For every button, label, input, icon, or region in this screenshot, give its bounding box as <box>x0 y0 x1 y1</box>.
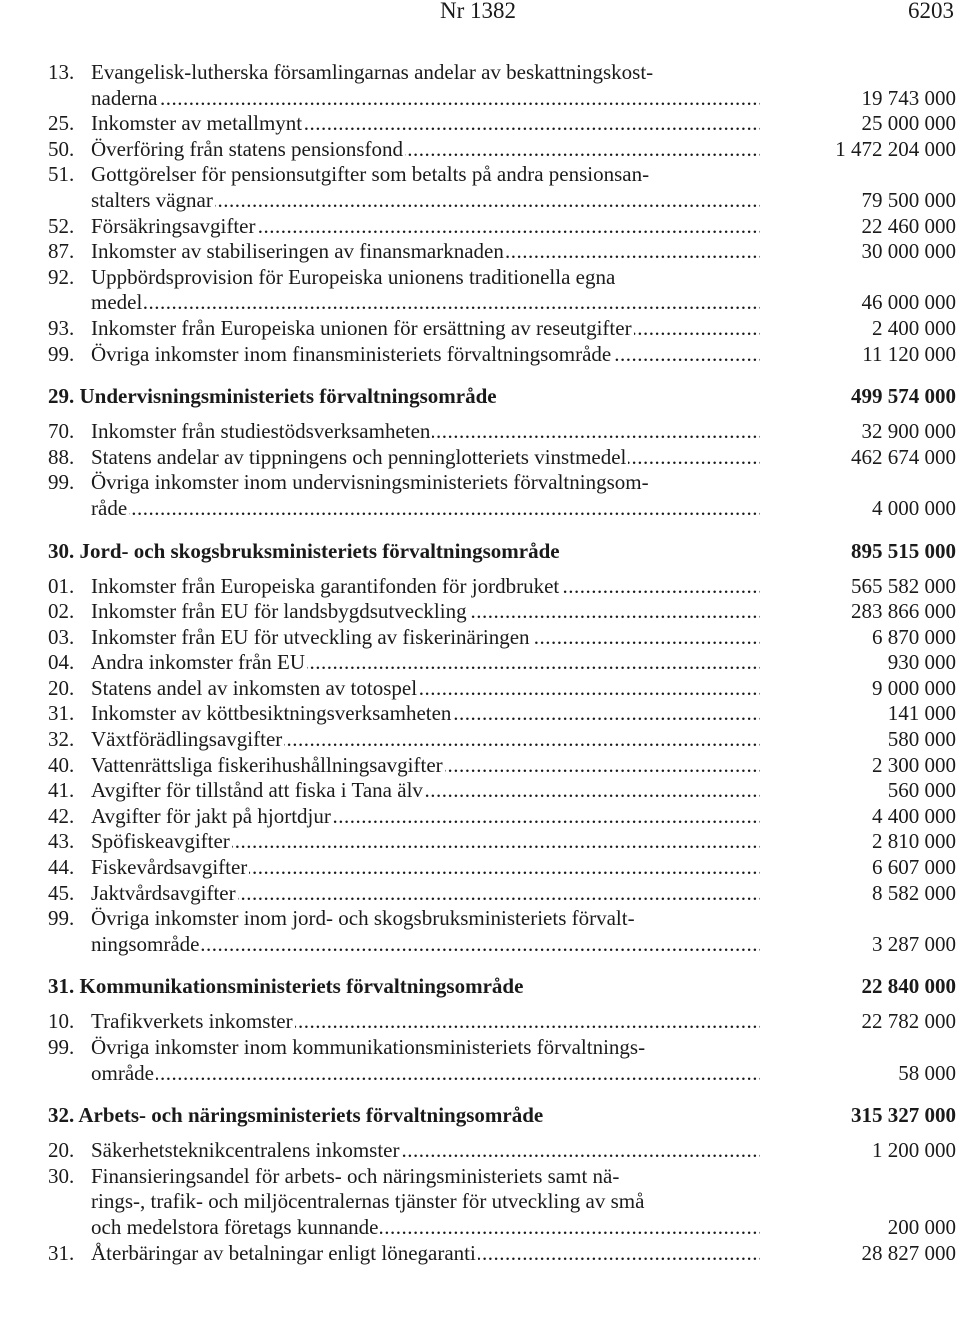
table-row <box>48 881 956 907</box>
row-line <box>48 496 956 522</box>
item-text <box>91 804 760 830</box>
row-line <box>48 470 956 496</box>
row-line <box>48 881 956 907</box>
table-row <box>48 111 956 137</box>
item-text <box>91 599 760 625</box>
item-text <box>91 906 760 932</box>
item-label: Inkomster av köttbesiktningsverksamheten <box>91 701 452 726</box>
row-line <box>48 1164 956 1190</box>
item-number: 02. <box>48 599 75 624</box>
item-number: 31. <box>48 701 75 726</box>
item-text <box>91 701 760 727</box>
row-line <box>48 574 956 600</box>
table-row <box>48 1035 956 1086</box>
row-line <box>48 111 956 137</box>
item-label: Återbäringar av betalningar enligt lönegaranti <box>91 1240 476 1265</box>
item-label: Vattenrättsliga fiskerihushållningsavgifter <box>91 752 443 777</box>
item-label: Spöfiskeavgifter <box>91 829 230 854</box>
item-amount: 1 472 204 000 <box>835 136 956 161</box>
row-line <box>48 701 956 727</box>
item-number: 52. <box>48 213 75 238</box>
section-amount: 499 574 000 <box>851 384 956 409</box>
item-text <box>91 727 760 753</box>
row-line <box>48 265 956 291</box>
table-row <box>48 855 956 881</box>
row-line <box>48 753 956 779</box>
row-line <box>48 162 956 188</box>
table-row <box>48 342 956 368</box>
item-text <box>91 111 760 137</box>
item-text <box>91 188 760 214</box>
row-line <box>48 599 956 625</box>
row-line <box>48 650 956 676</box>
item-amount: 30 000 000 <box>861 239 956 264</box>
item-number: 99. <box>48 470 75 495</box>
item-amount: 4 400 000 <box>872 803 956 828</box>
row-line <box>48 445 956 471</box>
section-amount: 895 515 000 <box>851 538 956 563</box>
row-line <box>48 342 956 368</box>
item-amount: 930 000 <box>887 650 956 675</box>
item-text <box>91 881 760 907</box>
table-row <box>48 1138 956 1164</box>
item-label: ningsområde <box>91 931 200 956</box>
item-number: 92. <box>48 264 75 289</box>
row-line <box>48 778 956 804</box>
section-heading <box>48 971 956 1002</box>
item-text <box>91 86 760 112</box>
item-label: Inkomster från EU för landsbygdsutveckling <box>91 599 467 624</box>
table-row <box>48 316 956 342</box>
item-amount: 141 000 <box>887 701 956 726</box>
item-text <box>91 676 760 702</box>
table-row <box>48 1241 956 1267</box>
item-text <box>91 650 760 676</box>
item-amount: 28 827 000 <box>861 1240 956 1265</box>
table-row <box>48 162 956 213</box>
item-number: 70. <box>48 419 75 444</box>
item-text <box>91 1061 760 1087</box>
item-label: medel <box>91 290 143 315</box>
item-text <box>91 855 760 881</box>
item-label: Statens andelar av tippningens och penninglotteriets vinstmedel <box>91 444 627 469</box>
row-line <box>48 855 956 881</box>
item-amount: 11 120 000 <box>862 341 956 366</box>
row-line <box>48 1241 956 1267</box>
table-row <box>48 599 956 625</box>
item-number: 99. <box>48 906 75 931</box>
item-number: 32. <box>48 727 75 752</box>
item-number: 40. <box>48 752 75 777</box>
item-text <box>91 1164 760 1190</box>
item-number: 20. <box>48 675 75 700</box>
item-text <box>91 932 760 958</box>
table-row <box>48 829 956 855</box>
item-number: 99. <box>48 1035 75 1059</box>
row-line <box>48 239 956 265</box>
item-amount: 6 607 000 <box>872 855 956 880</box>
item-label: Inkomster från EU för utveckling av fiskerinäringen <box>91 624 530 649</box>
item-amount: 560 000 <box>887 778 956 803</box>
item-label: Andra inkomster från EU <box>91 650 306 675</box>
row-line <box>48 906 956 932</box>
row-line <box>48 1009 956 1035</box>
item-amount: 8 582 000 <box>872 880 956 905</box>
row-line <box>48 676 956 702</box>
item-text <box>91 239 760 265</box>
table-row <box>48 676 956 702</box>
item-number: 10. <box>48 1009 75 1034</box>
table-row <box>48 60 956 111</box>
item-label: stalters vägnar <box>91 187 213 212</box>
item-amount: 19 743 000 <box>861 85 956 110</box>
item-label: råde <box>91 495 128 520</box>
item-text <box>91 574 760 600</box>
table-row <box>48 419 956 445</box>
item-number: 13. <box>48 60 75 84</box>
table-row <box>48 445 956 471</box>
row-line <box>48 829 956 855</box>
item-label: Jaktvårdsavgifter <box>91 880 236 905</box>
item-number: 03. <box>48 624 75 649</box>
item-label: Inkomster av metallmynt <box>91 111 303 136</box>
table-row <box>48 1009 956 1035</box>
item-label: Inkomster av stabiliseringen av finansmarknaden <box>91 239 504 264</box>
table-row <box>48 753 956 779</box>
item-number: 99. <box>48 341 75 366</box>
item-amount: 2 810 000 <box>872 829 956 854</box>
row-line <box>48 727 956 753</box>
item-amount: 58 000 <box>898 1060 956 1085</box>
row-line <box>48 1215 956 1241</box>
table-row <box>48 265 956 316</box>
item-label: Avgifter för jakt på hjortdjur <box>91 803 331 828</box>
item-label: Finansieringsandel för arbets- och näringsministeriets samt nä- <box>91 1163 620 1188</box>
budget-table <box>48 60 956 1266</box>
item-text <box>91 60 760 86</box>
item-label: område <box>91 1060 154 1085</box>
item-label: Uppbördsprovision för Europeiska unionens traditionella egna <box>91 264 616 289</box>
row-line <box>48 1061 956 1087</box>
item-number: 44. <box>48 855 75 880</box>
item-label: Inkomster från Europeiska unionen för ersättning av reseutgifter <box>91 315 632 340</box>
item-label: Säkerhetsteknikcentralens inkomster <box>91 1138 400 1163</box>
item-number: 42. <box>48 803 75 828</box>
item-label: Försäkringsavgifter <box>91 213 256 238</box>
table-row <box>48 906 956 957</box>
item-number: 50. <box>48 136 75 161</box>
item-number: 01. <box>48 573 75 598</box>
item-amount: 565 582 000 <box>851 573 956 598</box>
item-label: Övriga inkomster inom kommunikationsministeriets förvaltnings- <box>91 1035 646 1059</box>
section-title: 31. Kommunikationsministeriets förvaltningsområde <box>48 974 524 999</box>
item-text <box>91 829 760 855</box>
row-line <box>48 316 956 342</box>
item-text <box>91 1241 760 1267</box>
page-number: 6203 <box>908 0 954 23</box>
section-amount: 22 840 000 <box>861 974 956 999</box>
item-text <box>91 316 760 342</box>
header-left: Nr 1382 <box>440 0 517 23</box>
item-number: 41. <box>48 778 75 803</box>
section-heading <box>48 536 956 567</box>
item-amount: 32 900 000 <box>861 419 956 444</box>
item-amount: 2 300 000 <box>872 752 956 777</box>
item-text <box>91 162 760 188</box>
item-text <box>91 419 760 445</box>
row-line <box>48 625 956 651</box>
item-text <box>91 496 760 522</box>
item-number: 43. <box>48 829 75 854</box>
item-number: 45. <box>48 880 75 905</box>
item-number: 87. <box>48 239 75 264</box>
item-text <box>91 342 760 368</box>
row-line <box>48 188 956 214</box>
item-text <box>91 625 760 651</box>
table-row <box>48 701 956 727</box>
item-text <box>91 778 760 804</box>
item-amount: 22 460 000 <box>861 213 956 238</box>
item-label: Övriga inkomster inom undervisningsministeriets förvaltningsom- <box>91 470 649 495</box>
item-label: och medelstora företags kunnande <box>91 1214 379 1239</box>
table-row <box>48 239 956 265</box>
item-text <box>91 1189 760 1215</box>
item-label: Inkomster från studiestödsverksamheten <box>91 419 431 444</box>
item-amount: 283 866 000 <box>851 599 956 624</box>
item-amount: 22 782 000 <box>861 1009 956 1034</box>
item-amount: 462 674 000 <box>851 444 956 469</box>
row-line <box>48 137 956 163</box>
item-text <box>91 1035 760 1061</box>
table-row <box>48 650 956 676</box>
row-line <box>48 86 956 112</box>
item-label: Överföring från statens pensionsfond <box>91 136 404 161</box>
item-number: 04. <box>48 650 75 675</box>
item-text <box>91 470 760 496</box>
row-line <box>48 804 956 830</box>
item-number: 31. <box>48 1240 75 1265</box>
item-amount: 46 000 000 <box>861 290 956 315</box>
item-number: 30. <box>48 1163 75 1188</box>
table-row <box>48 214 956 240</box>
item-amount: 6 870 000 <box>872 624 956 649</box>
table-row <box>48 778 956 804</box>
row-line <box>48 214 956 240</box>
table-row <box>48 625 956 651</box>
item-number: 25. <box>48 111 75 136</box>
table-row <box>48 470 956 521</box>
item-amount: 4 000 000 <box>872 495 956 520</box>
item-number: 93. <box>48 315 75 340</box>
item-number: 51. <box>48 162 75 187</box>
item-amount: 2 400 000 <box>872 315 956 340</box>
item-label: Fiskevårdsavgifter <box>91 855 248 880</box>
item-amount: 580 000 <box>887 727 956 752</box>
item-amount: 3 287 000 <box>872 931 956 956</box>
item-text <box>91 445 760 471</box>
row-line <box>48 932 956 958</box>
row-line <box>48 1035 956 1061</box>
table-row <box>48 574 956 600</box>
item-text <box>91 265 760 291</box>
item-label: Statens andel av inkomsten av totospel <box>91 675 418 700</box>
item-number: 88. <box>48 444 75 469</box>
item-label: Övriga inkomster inom jord- och skogsbruksministeriets förvalt- <box>91 906 635 931</box>
item-amount: 79 500 000 <box>861 187 956 212</box>
item-label: Trafikverkets inkomster <box>91 1009 293 1034</box>
item-label: Gottgörelser för pensionsutgifter som betalts på andra pensionsan- <box>91 162 650 187</box>
item-text <box>91 137 760 163</box>
item-amount: 25 000 000 <box>861 111 956 136</box>
item-label: Evangelisk-lutherska församlingarnas andelar av beskattningskost- <box>91 60 654 84</box>
item-text <box>91 1138 760 1164</box>
row-line <box>48 290 956 316</box>
item-label: naderna <box>91 85 158 110</box>
item-amount: 200 000 <box>887 1214 956 1239</box>
table-row <box>48 1164 956 1241</box>
item-label: rings-, trafik- och miljöcentralernas tjänster för utveckling av små <box>91 1189 645 1214</box>
section-title: 32. Arbets- och näringsministeriets förvaltningsområde <box>48 1103 544 1128</box>
row-line <box>48 60 956 86</box>
item-text <box>91 1215 760 1241</box>
item-amount: 1 200 000 <box>872 1138 956 1163</box>
item-number: 20. <box>48 1138 75 1163</box>
table-row <box>48 727 956 753</box>
item-text <box>91 290 760 316</box>
item-label: Växtförädlingsavgifter <box>91 727 283 752</box>
section-title: 30. Jord- och skogsbruksministeriets förvaltningsområde <box>48 538 560 563</box>
table-row <box>48 804 956 830</box>
item-label: Övriga inkomster inom finansministeriets förvaltningsområde <box>91 341 612 366</box>
item-text <box>91 1009 760 1035</box>
item-label: Avgifter för tillstånd att fiska i Tana älv <box>91 778 423 803</box>
item-text <box>91 214 760 240</box>
row-line <box>48 419 956 445</box>
section-title: 29. Undervisningsministeriets förvaltningsområde <box>48 384 497 409</box>
item-amount: 9 000 000 <box>872 675 956 700</box>
table-row <box>48 137 956 163</box>
row-line <box>48 1138 956 1164</box>
section-heading <box>48 381 956 412</box>
row-line <box>48 1189 956 1215</box>
item-text <box>91 753 760 779</box>
section-amount: 315 327 000 <box>851 1103 956 1128</box>
item-label: Inkomster från Europeiska garantifonden för jordbruket <box>91 573 560 598</box>
section-heading <box>48 1100 956 1131</box>
